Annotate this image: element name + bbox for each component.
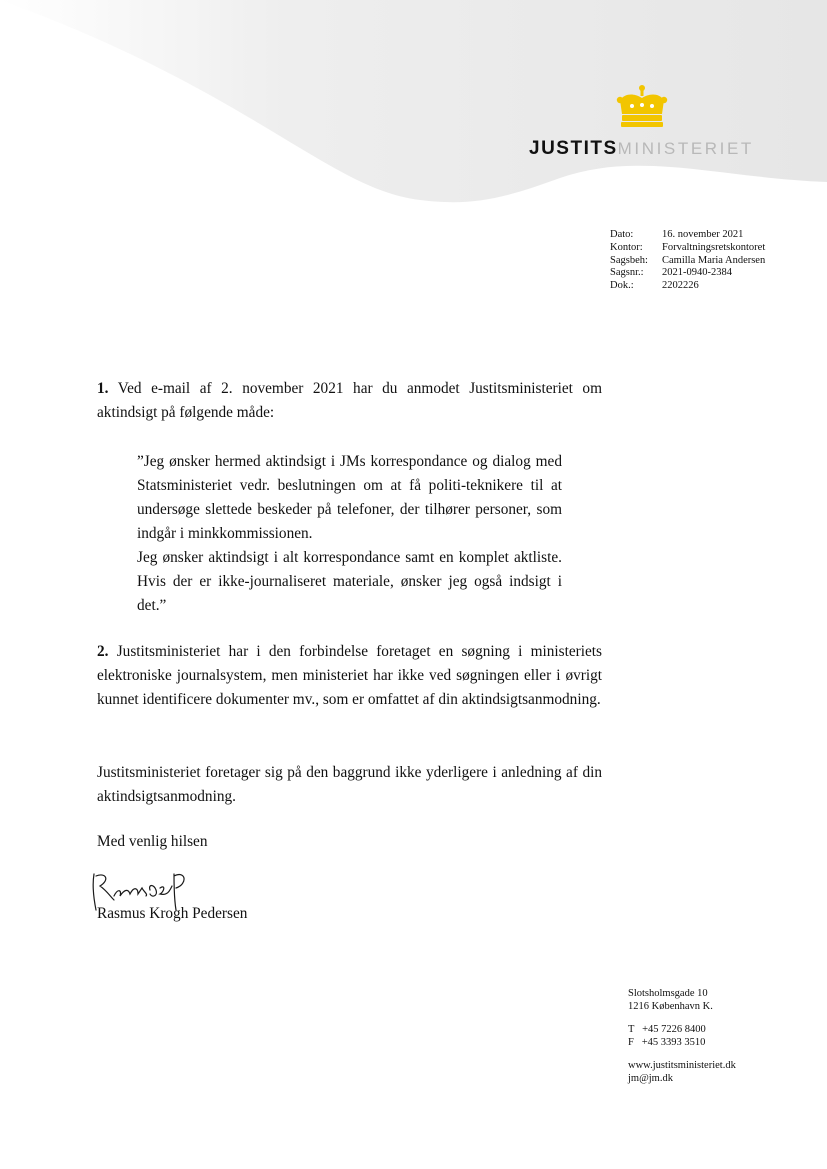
paragraph-1-text: Ved e-mail af 2. november 2021 har du anmodet Justitsministeriet om aktindsigt på følgende måde: (97, 380, 602, 421)
paragraph-1 (97, 377, 602, 425)
paragraph-2 (97, 640, 602, 712)
paragraph-3: Justitsministeriet foretager sig på den baggrund ikke yderligere i anledning af din aktindsigtsanmodning. (97, 764, 602, 805)
footer-city: 1216 København K. (628, 1001, 713, 1012)
paragraph-2-text: Justitsministeriet har i den forbindelse foretaget en søgning i ministeriets elektroniske journalsystem, men ministeriet har ikke ved søgningen eller i øvrigt kunnet identificere dokumenter mv., som er omfattet af din aktindsigtsanmodning. (97, 643, 602, 708)
header-wave (0, 0, 827, 240)
meta-row-office: Kontor: Forvaltningsretskontoret (610, 241, 766, 253)
footer-phone: T +45 7226 8400 (628, 1024, 706, 1035)
footer-fax: F +45 3393 3510 (628, 1037, 706, 1048)
meta-row-caseworker: Sagsbeh: Camilla Maria Andersen (610, 254, 766, 266)
meta-row-document: Dok.: 2202226 (610, 280, 699, 292)
quote-part-1: ”Jeg ønsker hermed aktindsigt i JMs korrespondance og dialog med Statsministeriet vedr. beslutningen om at få politi-teknikere til at undersøge slettede beskeder på telefoner, der tilhører personer, som indgår i minkkommissionen. (137, 453, 562, 542)
meta-row-date: Dato: 16. november 2021 (610, 229, 744, 240)
quote-part-2: Jeg ønsker aktindsigt i alt korrespondance samt en komplet aktliste. Hvis der er ikke-journaliseret materiale, ønsker jeg også indsigt i det.” (137, 549, 562, 614)
logo-light-text: MINISTERIET (617, 139, 754, 158)
paragraph-1-number: 1. (97, 380, 109, 397)
crown-icon (612, 84, 672, 130)
meta-row-case-number: Sagsnr.: 2021-0940-2384 (610, 267, 732, 279)
closing-salutation: Med venlig hilsen (97, 833, 208, 850)
footer-street: Slotsholmsgade 10 (628, 988, 708, 999)
paragraph-2-number: 2. (97, 643, 109, 660)
logo-bold-text: JUSTITS (529, 138, 618, 159)
footer-website: www.justitsministeriet.dk (628, 1060, 736, 1071)
letter-metadata (610, 229, 765, 293)
footer-email: jm@jm.dk (628, 1073, 673, 1084)
signer-name: Rasmus Krogh Pedersen (97, 905, 248, 922)
footer-contact (628, 987, 736, 1085)
request-quote (137, 450, 562, 618)
ministry-logo (529, 138, 754, 160)
